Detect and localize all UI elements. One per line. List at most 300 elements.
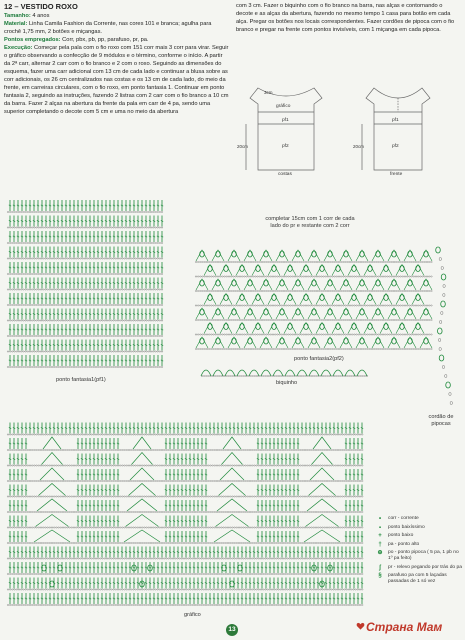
chain-mark: [359, 589, 361, 590]
chain-mark: [325, 276, 327, 277]
chain-mark: [67, 289, 69, 290]
chain-mark: [29, 496, 31, 497]
chain-mark: [67, 527, 69, 528]
chain-mark: [58, 351, 60, 352]
chain-mark: [322, 511, 324, 512]
chain-mark: [144, 604, 146, 605]
chain-mark: [128, 527, 130, 528]
chain-mark: [124, 573, 126, 574]
chain-mark: [310, 348, 312, 349]
popcorn-mark: [352, 295, 357, 301]
chain-mark: [328, 604, 330, 605]
chain-mark: [251, 496, 253, 497]
chain-mark: [239, 375, 241, 376]
chain-mark: [411, 276, 413, 277]
chain-mark: [124, 589, 126, 590]
chain-mark: [269, 542, 271, 543]
chain-mark: [25, 258, 27, 259]
chain-mark: [310, 305, 312, 306]
chain-mark: [155, 304, 157, 305]
chain-mark: [441, 311, 443, 314]
chain-mark: [349, 375, 351, 376]
chain-mark: [276, 542, 278, 543]
chain-mark: [339, 573, 341, 574]
chain-mark: [236, 558, 238, 559]
chain-mark: [322, 496, 324, 497]
chain-mark: [296, 334, 298, 335]
chain-mark: [31, 604, 33, 605]
chain-mark: [283, 334, 285, 335]
chain-mark: [23, 604, 25, 605]
chain-mark: [146, 527, 148, 528]
chain-mark: [243, 527, 245, 528]
chain-mark: [56, 366, 58, 367]
chain-mark: [344, 604, 346, 605]
chain-mark: [269, 527, 271, 528]
picot-mark: [261, 370, 271, 376]
chain-mark: [204, 305, 206, 306]
chain-mark: [210, 511, 212, 512]
chain-mark: [49, 542, 51, 543]
chain-mark: [93, 366, 95, 367]
chain-mark: [163, 542, 165, 543]
chain-mark: [323, 290, 325, 291]
chain-mark: [91, 558, 93, 559]
chain-mark: [276, 589, 278, 590]
chain-mark: [86, 573, 88, 574]
chain-mark: [259, 319, 261, 320]
chain-mark: [23, 511, 25, 512]
popcorn-mark: [224, 266, 229, 272]
chain-mark: [126, 351, 128, 352]
fan-mark: [196, 308, 208, 319]
chain-mark: [222, 319, 224, 320]
chain-mark: [360, 375, 362, 376]
chain-mark: [258, 573, 260, 574]
chain-mark: [117, 351, 119, 352]
chain-mark: [29, 366, 31, 367]
popcorn-mark: [208, 295, 213, 301]
chain-mark: [389, 348, 391, 349]
chain-mark: [115, 511, 117, 512]
chain-mark: [338, 319, 340, 320]
chain-mark: [18, 258, 20, 259]
chain-mark: [95, 289, 97, 290]
chain-mark: [12, 273, 14, 274]
chain-mark: [441, 266, 443, 269]
chain-mark: [406, 276, 408, 277]
chain-mark: [60, 558, 62, 559]
chain-mark: [115, 304, 117, 305]
chain-mark: [331, 496, 333, 497]
chain-mark: [47, 258, 49, 259]
chain-mark: [161, 335, 163, 336]
chain-mark: [318, 319, 320, 320]
chain-mark: [365, 348, 367, 349]
fan-mark: [356, 308, 368, 319]
chain-mark: [62, 351, 64, 352]
chain-mark: [119, 211, 121, 212]
chain-mark: [25, 366, 27, 367]
chain-mark: [163, 573, 165, 574]
chain-mark: [73, 258, 75, 259]
chain-mark: [117, 289, 119, 290]
chain-mark: [271, 604, 273, 605]
chain-mark: [244, 305, 246, 306]
chain-mark: [152, 573, 154, 574]
popcorn-mark: [352, 324, 357, 330]
chain-mark: [230, 319, 232, 320]
chain-mark: [254, 527, 256, 528]
chain-mark: [382, 261, 384, 262]
chain-mark: [106, 589, 108, 590]
chain-mark: [93, 304, 95, 305]
chain-mark: [358, 348, 360, 349]
chain-mark: [272, 334, 274, 335]
chain-mark: [237, 319, 239, 320]
chain-mark: [259, 334, 261, 335]
chain-mark: [141, 227, 143, 228]
chain-mark: [320, 511, 322, 512]
chain-mark: [75, 242, 77, 243]
chain-mark: [250, 334, 252, 335]
chain-mark: [86, 320, 88, 321]
chain-mark: [126, 211, 128, 212]
chain-mark: [296, 261, 298, 262]
chain-mark: [159, 242, 161, 243]
size-label: Tamanho:: [4, 13, 31, 19]
chain-mark: [205, 558, 207, 559]
chain-mark: [343, 305, 345, 306]
chain-mark: [100, 589, 102, 590]
chain-mark: [217, 334, 219, 335]
chain-mark: [27, 242, 29, 243]
chain-mark: [113, 289, 115, 290]
chain-mark: [29, 511, 31, 512]
chain-mark: [152, 542, 154, 543]
chain-mark: [71, 589, 73, 590]
chain-mark: [340, 375, 342, 376]
popcorn-mark: [288, 266, 293, 272]
chain-mark: [113, 242, 115, 243]
chain-mark: [100, 511, 102, 512]
chain-mark: [51, 320, 53, 321]
chain-mark: [303, 261, 305, 262]
chain-mark: [359, 604, 361, 605]
chain-mark: [80, 320, 82, 321]
chain-mark: [228, 319, 230, 320]
chain-mark: [315, 573, 317, 574]
chain-mark: [95, 335, 97, 336]
chain-mark: [95, 527, 97, 528]
chain-mark: [111, 604, 113, 605]
chain-mark: [298, 589, 300, 590]
fan-mark: [364, 323, 376, 334]
fan-mark: [332, 323, 344, 334]
chain-mark: [20, 273, 22, 274]
chain-mark: [86, 304, 88, 305]
chain-mark: [139, 211, 141, 212]
fan-mark: [260, 279, 272, 290]
chain-mark: [201, 604, 203, 605]
chain-mark: [170, 496, 172, 497]
chain-mark: [300, 375, 302, 376]
pattern2-caption: ponto fantasia2(pf2): [294, 356, 344, 362]
chain-mark: [62, 242, 64, 243]
chain-mark: [232, 558, 234, 559]
chain-mark: [211, 305, 213, 306]
chain-mark: [244, 276, 246, 277]
chain-mark: [393, 305, 395, 306]
chain-mark: [111, 527, 113, 528]
chain-mark: [51, 211, 53, 212]
chain-mark: [155, 527, 157, 528]
chain-mark: [104, 527, 106, 528]
chain-mark: [27, 227, 29, 228]
chain-mark: [202, 261, 204, 262]
picot-mark: [237, 370, 247, 376]
chain-mark: [69, 304, 71, 305]
execution-line: [4, 44, 230, 116]
chain-mark: [40, 366, 42, 367]
chain-mark: [97, 542, 99, 543]
chain-mark: [49, 604, 51, 605]
chain-mark: [73, 542, 75, 543]
chain-mark: [89, 211, 91, 212]
chain-mark: [279, 319, 281, 320]
chain-mark: [144, 527, 146, 528]
chain-mark: [346, 589, 348, 590]
chain-mark: [58, 227, 60, 228]
chain-mark: [144, 496, 146, 497]
chain-mark: [7, 242, 9, 243]
chain-mark: [73, 211, 75, 212]
chain-mark: [245, 589, 247, 590]
chain-mark: [426, 276, 428, 277]
chain-mark: [82, 304, 84, 305]
chain-mark: [278, 604, 280, 605]
chain-mark: [9, 589, 11, 590]
chain-mark: [306, 573, 308, 574]
chain-mark: [362, 261, 364, 262]
chain-mark: [73, 604, 75, 605]
chain-mark: [78, 211, 80, 212]
chain-mark: [273, 604, 275, 605]
popcorn-mark: [368, 266, 373, 272]
chain-mark: [126, 320, 128, 321]
chain-mark: [100, 211, 102, 212]
chain-mark: [95, 542, 97, 543]
chain-mark: [152, 320, 154, 321]
chain-mark: [130, 542, 132, 543]
chain-mark: [279, 261, 281, 262]
chain-mark: [222, 348, 224, 349]
chain-mark: [29, 258, 31, 259]
chain-mark: [117, 542, 119, 543]
chain-mark: [60, 589, 62, 590]
chain-mark: [269, 604, 271, 605]
chain-mark: [111, 558, 113, 559]
chain-mark: [227, 527, 229, 528]
chain-mark: [391, 348, 393, 349]
chain-mark: [12, 335, 14, 336]
chain-mark: [212, 542, 214, 543]
chain-mark: [124, 351, 126, 352]
chain-mark: [265, 604, 267, 605]
chain-mark: [259, 305, 261, 306]
chain-mark: [144, 558, 146, 559]
chain-mark: [130, 511, 132, 512]
chain-mark: [357, 573, 359, 574]
chain-mark: [241, 261, 243, 262]
chain-mark: [353, 573, 355, 574]
chain-mark: [181, 511, 183, 512]
chain-mark: [27, 335, 29, 336]
chain-mark: [214, 542, 216, 543]
chain-mark: [69, 320, 71, 321]
chain-mark: [306, 496, 308, 497]
chain-mark: [310, 334, 312, 335]
chain-mark: [205, 604, 207, 605]
chain-mark: [212, 573, 214, 574]
chain-mark: [398, 334, 400, 335]
chain-mark: [181, 604, 183, 605]
chain-mark: [411, 305, 413, 306]
chain-mark: [305, 261, 307, 262]
chain-mark: [320, 542, 322, 543]
chain-mark: [188, 527, 190, 528]
chain-mark: [199, 573, 201, 574]
chain-mark: [174, 542, 176, 543]
chain-mark: [391, 290, 393, 291]
popcorn-mark: [384, 295, 389, 301]
chain-mark: [126, 289, 128, 290]
chain-mark: [45, 573, 47, 574]
chain-mark: [284, 511, 286, 512]
chain-mark: [228, 305, 230, 306]
chain-mark: [420, 261, 422, 262]
chain-mark: [113, 511, 115, 512]
chain-mark: [133, 320, 135, 321]
chain-mark: [261, 261, 263, 262]
chain-mark: [207, 558, 209, 559]
chain-mark: [302, 375, 304, 376]
chain-mark: [316, 276, 318, 277]
chain-mark: [247, 573, 249, 574]
chain-mark: [243, 511, 245, 512]
chain-mark: [280, 604, 282, 605]
chain-mark: [213, 290, 215, 291]
chain-mark: [310, 261, 312, 262]
chain-mark: [172, 496, 174, 497]
chain-mark: [376, 334, 378, 335]
chain-mark: [133, 604, 135, 605]
chain-mark: [288, 290, 290, 291]
chain-mark: [42, 496, 44, 497]
chain-mark: [97, 558, 99, 559]
chain-mark: [299, 348, 301, 349]
chain-mark: [108, 496, 110, 497]
chain-mark: [270, 276, 272, 277]
chain-mark: [246, 276, 248, 277]
chain-mark: [188, 573, 190, 574]
chain-mark: [288, 334, 290, 335]
chain-mark: [263, 290, 265, 291]
chain-mark: [38, 351, 40, 352]
chain-mark: [45, 335, 47, 336]
chain-mark: [244, 319, 246, 320]
chain-mark: [300, 527, 302, 528]
chain-mark: [108, 304, 110, 305]
chain-mark: [166, 542, 168, 543]
chain-mark: [82, 527, 84, 528]
chain-mark: [51, 273, 53, 274]
popcorn-mark: [264, 338, 269, 344]
chain-mark: [192, 496, 194, 497]
chain-mark: [119, 242, 121, 243]
chain-mark: [130, 258, 132, 259]
chain-mark: [106, 258, 108, 259]
chain-mark: [318, 261, 320, 262]
chain-mark: [233, 348, 235, 349]
chain-mark: [146, 304, 148, 305]
chain-mark: [214, 573, 216, 574]
chain-mark: [122, 558, 124, 559]
chain-mark: [60, 242, 62, 243]
chain-mark: [78, 558, 80, 559]
chain-mark: [93, 227, 95, 228]
chain-mark: [152, 227, 154, 228]
chain-mark: [25, 496, 27, 497]
chain-mark: [317, 542, 319, 543]
chain-mark: [84, 351, 86, 352]
chain-mark: [40, 289, 42, 290]
chain-mark: [196, 511, 198, 512]
chain-mark: [216, 496, 218, 497]
chain-mark: [335, 511, 337, 512]
chain-mark: [168, 604, 170, 605]
chain-mark: [217, 261, 219, 262]
chain-mark: [146, 589, 148, 590]
chain-mark: [14, 304, 16, 305]
chain-mark: [364, 375, 366, 376]
chain-mark: [58, 211, 60, 212]
fan-mark: [284, 265, 296, 276]
chain-mark: [47, 273, 49, 274]
chain-mark: [157, 542, 159, 543]
chain-mark: [124, 273, 126, 274]
chain-mark: [218, 527, 220, 528]
chain-mark: [326, 527, 328, 528]
chain-mark: [362, 276, 364, 277]
chain-mark: [172, 511, 174, 512]
chain-mark: [159, 289, 161, 290]
chain-mark: [329, 319, 331, 320]
chain-mark: [351, 305, 353, 306]
chain-mark: [139, 320, 141, 321]
fan-mark: [324, 337, 336, 348]
chain-mark: [340, 319, 342, 320]
chain-mark: [155, 289, 157, 290]
chain-mark: [150, 273, 152, 274]
chain-mark: [42, 242, 44, 243]
popcorn-mark: [446, 382, 451, 388]
chain-mark: [71, 335, 73, 336]
chain-mark: [115, 273, 117, 274]
popcorn-mark: [392, 251, 397, 257]
chain-mark: [97, 351, 99, 352]
popcorn-mark: [376, 338, 381, 344]
